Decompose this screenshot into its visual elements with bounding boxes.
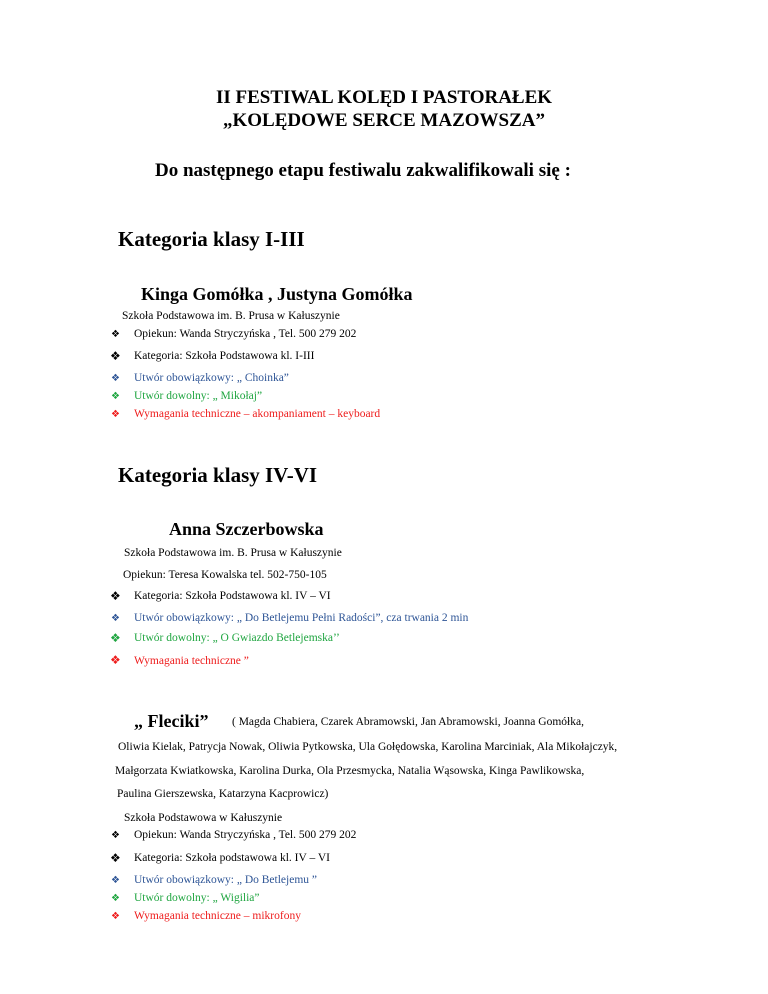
required-piece-line: Utwór obowiązkowy: „ Do Betlejemu Pełni Radości”, cza trwania 2 min: [134, 612, 469, 624]
diamond-bullet-icon: ❖: [110, 349, 121, 363]
category-line: Kategoria: Szkoła Podstawowa kl. IV – VI: [134, 590, 331, 602]
participant-names: Anna Szczerbowska: [169, 519, 324, 539]
technical-requirements-line: Wymagania techniczne – mikrofony: [134, 910, 301, 922]
guardian-line: Opiekun: Wanda Stryczyńska , Tel. 500 279 202: [134, 829, 357, 841]
diamond-bullet-icon: ❖: [111, 830, 120, 841]
guardian-line: Opiekun: Teresa Kowalska tel. 502-750-105: [123, 569, 327, 581]
diamond-bullet-icon: ❖: [111, 875, 120, 886]
category-heading-i-iii: Kategoria klasy I-III: [118, 227, 305, 251]
diamond-bullet-icon: ❖: [111, 391, 120, 402]
diamond-bullet-icon: ❖: [110, 653, 121, 667]
category-line: Kategoria: Szkoła podstawowa kl. IV – VI: [134, 852, 330, 864]
group-members-line-1: ( Magda Chabiera, Czarek Abramowski, Jan Abramowski, Joanna Gomółka,: [232, 716, 584, 728]
title-line-2: „KOLĘDOWE SERCE MAZOWSZA”: [223, 110, 545, 131]
group-name: „ Fleciki”: [134, 711, 209, 731]
diamond-bullet-icon: ❖: [110, 631, 121, 645]
qualified-heading: Do następnego etapu festiwalu zakwalifikowali się :: [155, 160, 571, 181]
group-members-line-4: Paulina Gierszewska, Katarzyna Kacprowicz): [117, 788, 329, 800]
diamond-bullet-icon: ❖: [111, 911, 120, 922]
category-line: Kategoria: Szkoła Podstawowa kl. I-III: [134, 350, 315, 362]
category-heading-iv-vi: Kategoria klasy IV-VI: [118, 463, 318, 487]
optional-piece-line: Utwór dowolny: „ Mikołaj”: [134, 390, 263, 402]
guardian-line: Opiekun: Wanda Stryczyńska , Tel. 500 279 202: [134, 328, 357, 340]
school-name: Szkoła Podstawowa im. B. Prusa w Kałuszynie: [122, 310, 340, 322]
diamond-bullet-icon: ❖: [111, 373, 120, 384]
diamond-bullet-icon: ❖: [111, 613, 120, 624]
technical-requirements-line: Wymagania techniczne – akompaniament – keyboard: [134, 408, 381, 420]
diamond-bullet-icon: ❖: [111, 329, 120, 340]
diamond-bullet-icon: ❖: [110, 851, 121, 865]
diamond-bullet-icon: ❖: [111, 409, 120, 420]
technical-requirements-line: Wymagania techniczne ”: [134, 655, 249, 667]
group-members-line-2: Oliwia Kielak, Patrycja Nowak, Oliwia Pytkowska, Ula Gołędowska, Karolina Marciniak, Ala Mikołajczyk,: [118, 741, 618, 753]
diamond-bullet-icon: ❖: [110, 589, 121, 603]
participant-names: Kinga Gomółka , Justyna Gomółka: [141, 284, 413, 304]
school-name: Szkoła Podstawowa w Kałuszynie: [124, 812, 283, 824]
diamond-bullet-icon: ❖: [111, 893, 120, 904]
optional-piece-line: Utwór dowolny: „ Wigilia”: [134, 892, 260, 904]
required-piece-line: Utwór obowiązkowy: „ Do Betlejemu ”: [134, 874, 317, 886]
optional-piece-line: Utwór dowolny: „ O Gwiazdo Betlejemska’’: [134, 632, 340, 644]
group-members-line-3: Małgorzata Kwiatkowska, Karolina Durka, Ola Przesmycka, Natalia Wąsowska, Kinga Pawlikowska,: [115, 765, 585, 777]
title-line-1: II FESTIWAL KOLĘD I PASTORAŁEK: [215, 87, 553, 108]
required-piece-line: Utwór obowiązkowy: „ Choinka”: [134, 372, 289, 384]
school-name: Szkoła Podstawowa im. B. Prusa w Kałuszynie: [124, 547, 342, 559]
